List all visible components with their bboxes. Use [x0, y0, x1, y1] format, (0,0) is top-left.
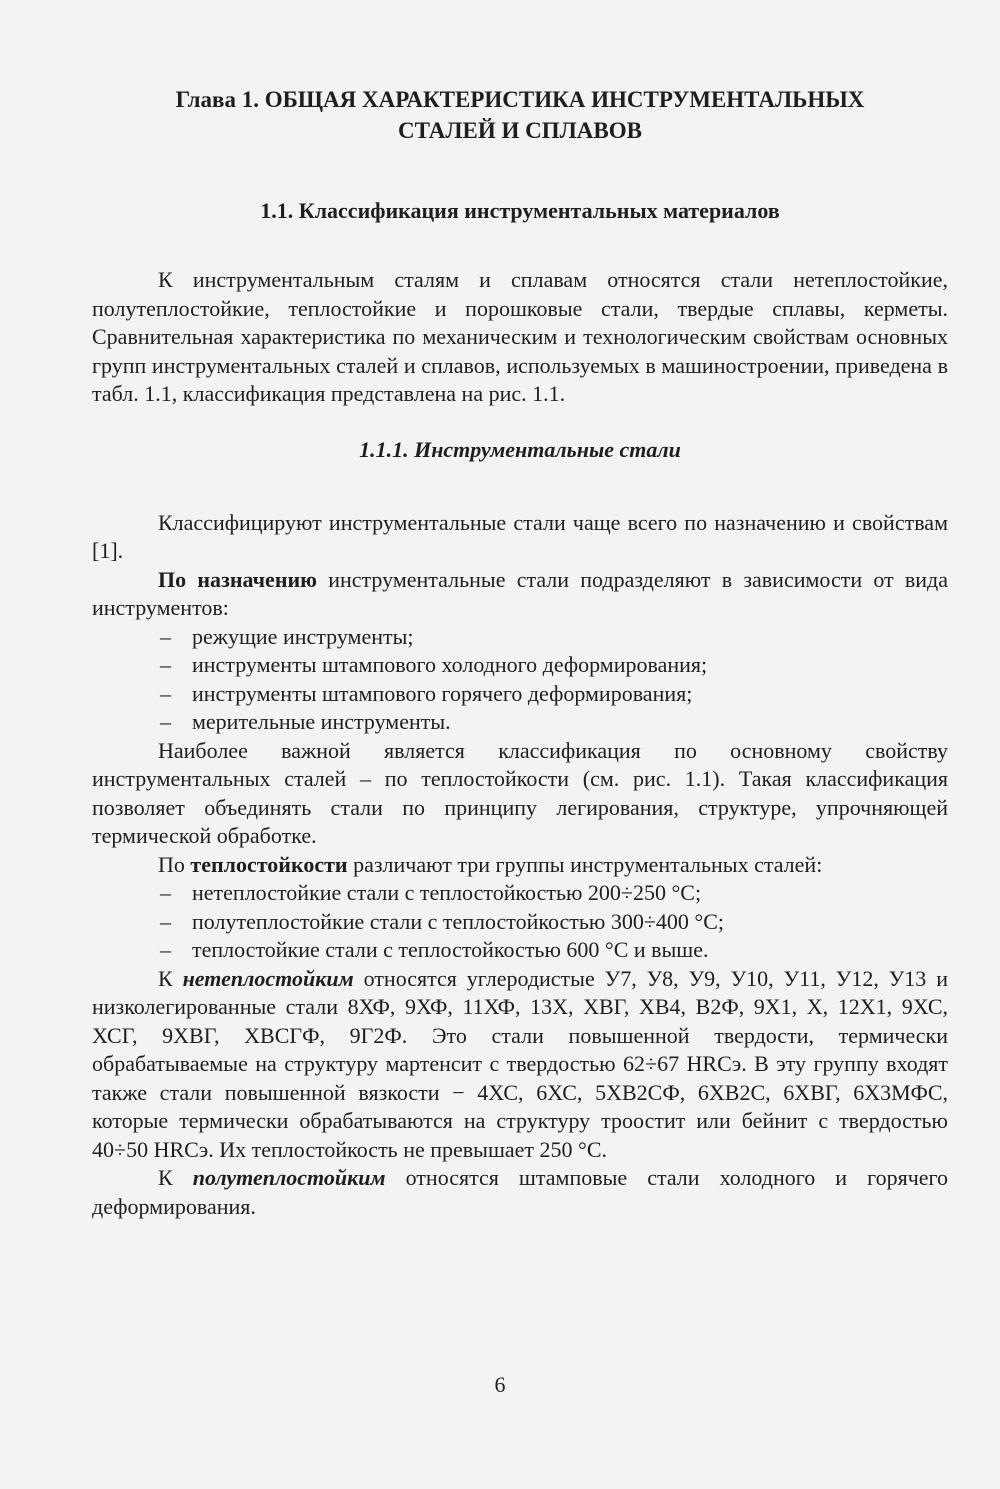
- paragraph-heat-resistance: [92, 851, 948, 880]
- paragraph-heat-text: различают три группы инструментальных сталей:: [347, 851, 823, 877]
- section-title: 1.1. Классификация инструментальных материалов: [260, 198, 780, 223]
- page-number: 6: [494, 1372, 506, 1397]
- list-item: – режущие инструменты;: [160, 623, 948, 652]
- list-item: – инструменты штампового горячего деформирования;: [160, 680, 948, 709]
- paragraph-main-classification: Наиболее важной является классификация по основному свойству инструментальных сталей – по теплостойкости (см. рис. 1.1). Такая классификация позволяет объединять стали по принципу легирования, структуре, упрочняющей термической обработке.: [92, 737, 948, 848]
- subsection-title: 1.1.1. Инструментальные стали: [359, 436, 681, 462]
- term-semi-heat-resistant: полутеплостойким: [192, 1165, 386, 1190]
- term-purpose: По назначению: [158, 566, 317, 592]
- chapter-title: [92, 84, 948, 146]
- paragraph-purpose-text: инструментальные стали подразделяют в зависимости от вида инструментов:: [92, 566, 949, 620]
- chapter-title-line-2: СТАЛЕЙ И СПЛАВОВ: [398, 118, 642, 143]
- paragraph-non-heat-pre: К: [158, 965, 183, 991]
- paragraph-semi-heat-text: относятся штамповые стали холодного и горячего деформирования.: [92, 1165, 948, 1219]
- term-non-heat-resistant: нетеплостойким: [182, 965, 354, 991]
- list-item: – мерительные инструменты.: [160, 708, 948, 737]
- paragraph-semi-heat-resistant: [92, 1164, 948, 1221]
- page-content: [92, 84, 948, 1221]
- intro-paragraph: К инструментальным сталям и сплавам относятся стали нетеплостойкие, полутеплостойкие, теплостойкие и порошковые стали, твердые сплавы, керметы. Сравнительная характеристика по механическим и технологическим свойствам основных групп инструментальных сталей и сплавов, используемых в машиностроении, приведена в табл. 1.1, классификация представлена на рис. 1.1.: [92, 267, 948, 406]
- list-item: – инструменты штампового холодного деформирования;: [160, 651, 948, 680]
- heat-resistance-list: [92, 879, 948, 965]
- paragraph-heat-pre: По: [158, 851, 191, 877]
- paragraph-non-heat-text: относятся углеродистые У7, У8, У9, У10, У11, У12, У13 и низколегированные стали 8ХФ, 9ХФ, 11ХФ, 13Х, ХВГ, ХВ4, В2Ф, 9Х1, Х, 12Х1, 9ХС, ХСГ, 9ХВГ, ХВСГФ, 9Г2Ф. Это стали повышенной твердости, термически обрабатываемые на структуру мартенсит с твердостью 62÷67 HRCэ. В эту группу входят также стали повышенной вязкости − 4ХС, 6ХС, 5ХВ2СФ, 6ХВ2С, 6ХВГ, 6Х3МФС, которые термически обрабатываются на структуру троостит или бейнит с твердостью 40÷50 HRCэ. Их теплостойкость не превышает 250 °С.: [92, 965, 948, 1162]
- list-item: – полутеплостойкие стали с теплостойкостью 300÷400 °С;: [160, 908, 948, 937]
- list-item: – нетеплостойкие стали с теплостойкостью 200÷250 °С;: [160, 879, 948, 908]
- purpose-list: [92, 623, 948, 737]
- list-item: – теплостойкие стали с теплостойкостью 600 °С и выше.: [160, 936, 948, 965]
- paragraph-purpose: [92, 566, 948, 623]
- paragraph-semi-heat-pre: К: [158, 1165, 193, 1190]
- chapter-title-line-1: Глава 1. ОБЩАЯ ХАРАКТЕРИСТИКА ИНСТРУМЕНТАЛЬНЫХ: [175, 87, 865, 112]
- paragraph-classification: Классифицируют инструментальные стали чаще всего по назначению и свойствам [1].: [92, 509, 948, 563]
- term-heat-resistance: теплостойкости: [190, 851, 348, 877]
- paragraph-non-heat-resistant: [92, 965, 948, 1165]
